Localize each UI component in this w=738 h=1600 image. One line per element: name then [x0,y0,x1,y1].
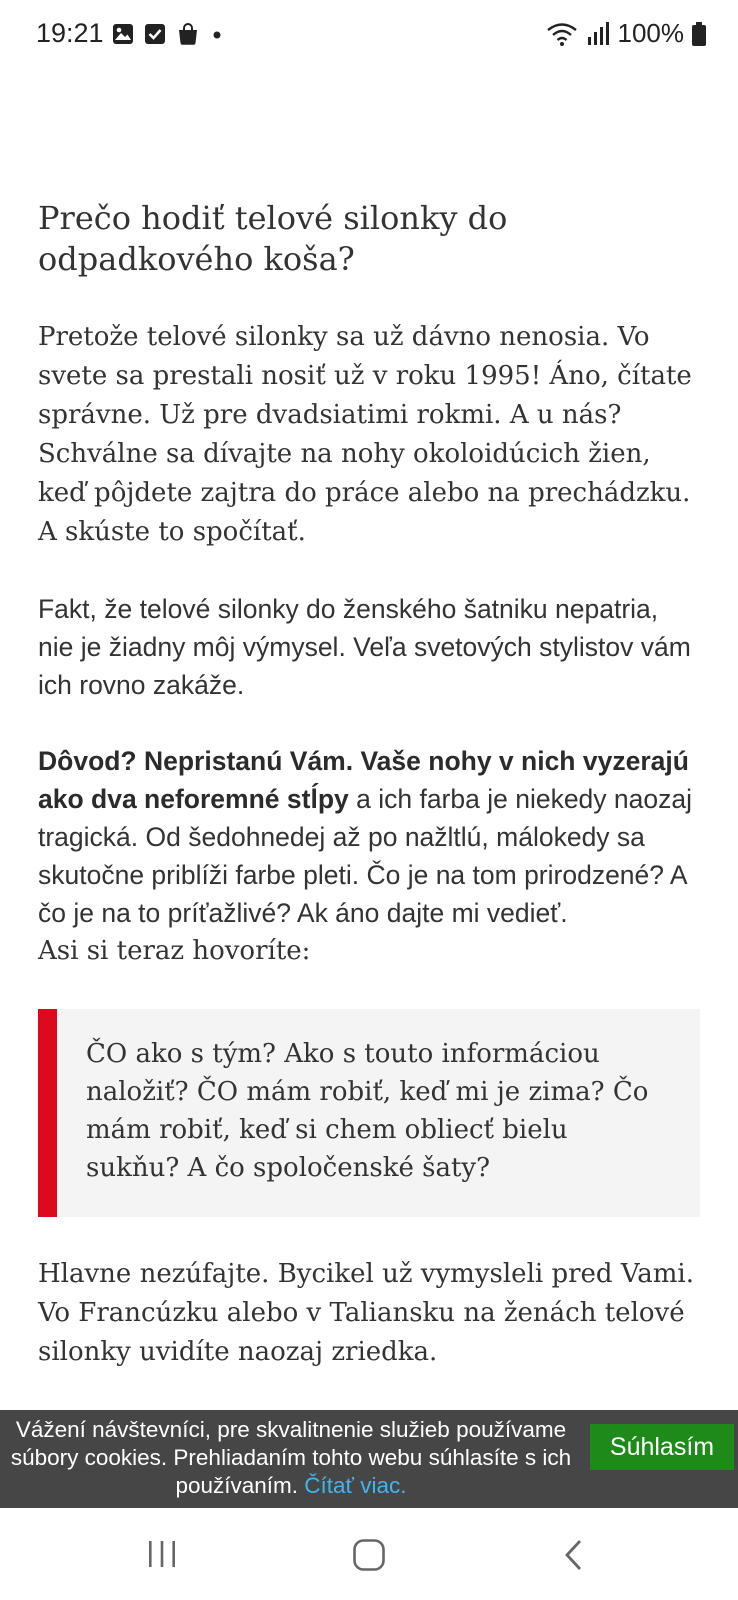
back-icon[interactable] [562,1538,586,1576]
paragraph-3 [38,742,700,932]
cookie-accept-button[interactable]: Súhlasím [590,1424,734,1470]
recent-apps-icon[interactable] [146,1538,178,1574]
battery-icon [692,22,706,46]
signal-icon [586,21,610,47]
battery-level: 100% [617,18,684,48]
wifi-icon [546,21,578,47]
quote-text: ČO ako s tým? Ako s touto informáciou naložiť? ČO mám robiť, keď mi je zima? Čo mám robiť, keď si chem obliecť bielu sukňu? A čo spoločenské šaty? [86,1039,649,1183]
blockquote [38,1009,700,1217]
paragraph-4: Asi si teraz hovoríte: [38,936,311,966]
navigation-bar [0,1508,738,1600]
system-icons [546,18,707,49]
paragraph-2: Fakt, že telové silonky do ženského šatniku nepatria, nie je žiadny môj výmysel. Veľa svetových stylistov vám ich rovno zakáže. [38,594,691,700]
dot-icon [210,23,224,45]
article [38,198,700,1372]
home-icon[interactable] [352,1538,386,1576]
shopping-bag-icon [176,22,200,46]
status-bar [0,0,738,72]
checkbox-icon [144,23,166,45]
article-heading: Prečo hodiť telové silonky do odpadkového koša? [38,199,508,278]
cookie-read-more-link[interactable]: Čítať viac. [304,1473,407,1498]
image-icon [112,23,134,45]
status-time: 19:21 [36,18,104,48]
cookie-banner [0,1410,738,1508]
cookie-message: Vážení návštevníci, pre skvalitnenie služieb používame súbory cookies. Prehliadaním tohto webu súhlasíte s ich používaním. [10,1417,572,1498]
cookie-text-block [8,1416,574,1500]
notification-icons [112,22,224,46]
paragraph-1: Pretože telové silonky sa už dávno nenosia. Vo svete sa prestali nosiť už v roku 1995! Áno, čítate správne. Už pre dvadsiatimi rokmi. A u nás? Schválne sa dívajte na nohy okoloidúcich žien, keď pôjdete zajtra do práce alebo na prechádzku. A skúste to spočítať. [38,322,692,547]
quote-accent-bar [38,1009,57,1217]
paragraph-5: Hlavne nezúfajte. Bycikel už vymysleli pred Vami. Vo Francúzku alebo v Taliansku na ženách telové silonky uvidíte naozaj zriedka. [38,1259,694,1367]
paragraph-3-rest: a ich farba je niekedy naozaj tragická. Od šedohnedej až po nažltlú, málokedy sa skutočne priblíži farbe pleti. Čo je na tom prirodzené? A čo je na to príťažlivé? Ak áno dajte mi vedieť. [38,784,692,928]
paragraph-3-bold: Dôvod? Nepristanú Vám. Vaše nohy v nich vyzerajú ako dva neforemné stĺpy [38,746,689,814]
